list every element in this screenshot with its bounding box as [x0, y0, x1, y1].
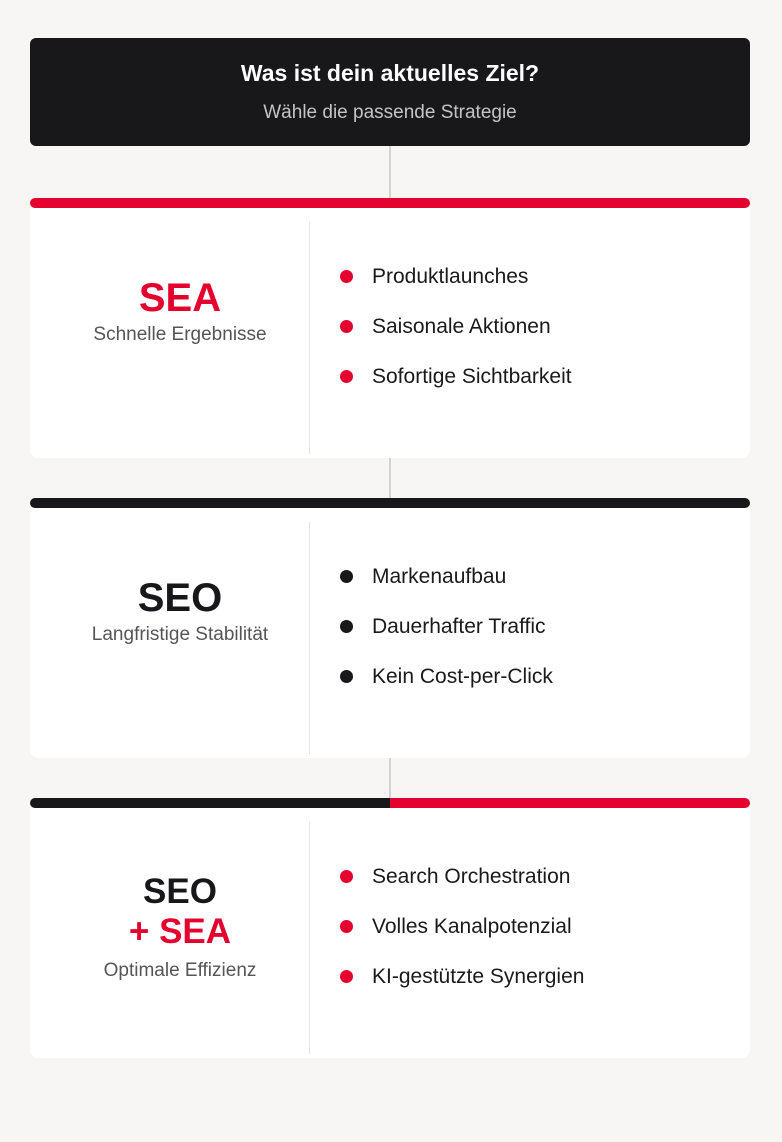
list-item-label: Markenaufbau	[372, 565, 507, 588]
strategy-title-line-1: SEO	[143, 872, 217, 911]
strategy-label	[30, 576, 330, 646]
bullet-dot-icon	[340, 970, 353, 983]
bullet-dot-icon	[340, 670, 353, 683]
strategy-label	[30, 276, 330, 346]
card-body	[30, 208, 750, 458]
list-item-label: Sofortige Sichtbarkeit	[372, 365, 572, 388]
bullet-dot-icon	[340, 620, 353, 633]
list-item-label: Volles Kanalpotenzial	[372, 915, 572, 938]
accent-bar-red-half	[390, 798, 750, 808]
card-body	[30, 808, 750, 1058]
bullet-dot-icon	[340, 270, 353, 283]
connector-line	[389, 146, 391, 198]
connector-line	[389, 758, 391, 798]
card-body	[30, 508, 750, 758]
accent-bar-red	[30, 198, 750, 208]
bullet-dot-icon	[340, 920, 353, 933]
list-item-label: Saisonale Aktionen	[372, 315, 551, 338]
strategy-card-sea	[30, 198, 750, 458]
strategy-subtitle: Optimale Effizienz	[103, 960, 257, 981]
bullet-dot-icon	[340, 370, 353, 383]
strategy-title: SEO	[137, 576, 223, 620]
list-item-label: Kein Cost-per-Click	[372, 665, 553, 688]
strategy-title: SEA	[138, 276, 222, 320]
header-title: Was ist dein aktuelles Ziel?	[240, 60, 540, 86]
list-item-label: Search Orchestration	[372, 865, 571, 888]
accent-bar-split	[30, 798, 750, 808]
strategy-subtitle: Schnelle Ergebnisse	[93, 324, 267, 345]
bullet-dot-icon	[340, 570, 353, 583]
goal-header	[30, 38, 750, 146]
list-item-label: Produktlaunches	[372, 265, 529, 288]
strategy-subtitle: Langfristige Stabilität	[91, 624, 269, 645]
strategy-label	[30, 872, 330, 982]
list-item-label: Dauerhafter Traffic	[372, 615, 546, 638]
bullet-dot-icon	[340, 320, 353, 333]
accent-bar-dark-half	[30, 798, 390, 808]
accent-bar-dark	[30, 498, 750, 508]
connector-line	[389, 458, 391, 498]
strategy-card-seo	[30, 498, 750, 758]
strategy-card-seo-sea	[30, 798, 750, 1058]
header-subtitle: Wähle die passende Strategie	[263, 102, 517, 123]
strategy-title-line-2: + SEA	[128, 912, 232, 951]
bullet-dot-icon	[340, 870, 353, 883]
list-item-label: KI-gestützte Synergien	[372, 965, 585, 988]
